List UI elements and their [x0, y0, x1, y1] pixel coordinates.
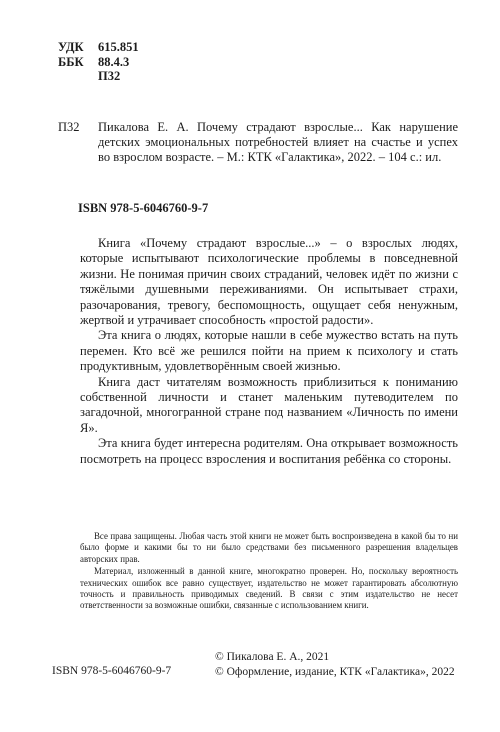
annotation-paragraph: Книга «Почему страдают взрослые...» – о взрослых людях, которые испытывают психологические проблемы в повседневной жизни. Не понимая причин своих страданий, человек идёт по жизни с тяжёлыми душевными переживаниями. Он испытывает страхи, разочарования, тревогу, беспомощность, ощущает себя ненужным, жертвой и утрачивает способность «простой радости».	[80, 236, 458, 328]
biblio-author-sign: П32	[58, 120, 80, 134]
rights-notice	[80, 531, 458, 613]
copyright-block	[215, 650, 455, 680]
rights-paragraph: Все права защищены. Любая часть этой книги не может быть воспроизведена в какой бы то ни было форме и какими бы то ни было средствами без письменного разрешения владельцев авторских прав.	[80, 531, 458, 564]
isbn-footer: ISBN 978-5-6046760-9-7	[52, 665, 172, 677]
udk-value: 615.851	[98, 40, 139, 54]
isbn-main: ISBN 978-5-6046760-9-7	[78, 201, 209, 215]
annotation	[80, 236, 458, 467]
copyright-publisher: © Оформление, издание, КТК «Галактика», 2022	[215, 666, 455, 678]
annotation-paragraph: Эта книга будет интересна родителям. Она открывает возможность посмотреть на процесс взросления и воспитания ребёнка со стороны.	[80, 436, 458, 466]
rights-paragraph: Материал, изложенный в данной книге, многократно проверен. Но, поскольку вероятность технических ошибок все равно существует, издательство не может гарантировать абсолютную точность и правильность приводимых сведений. В связи с этим издательство не несет ответственности за возможные ошибки, связанные с использованием книги.	[80, 566, 458, 611]
bibliographic-record	[58, 120, 458, 165]
bbk-label: ББК	[58, 54, 84, 69]
bbk-line	[58, 55, 139, 70]
copyright-author: © Пикалова Е. А., 2021	[215, 651, 330, 663]
annotation-paragraph: Книга даст читателям возможность приблизиться к пониманию собственной личности и станет маленьким путеводителем по загадочной, многогранной стране под названием «Личность по имени Я».	[80, 374, 458, 435]
classification-block	[58, 40, 139, 84]
annotation-paragraph: Эта книга о людях, которые нашли в себе мужество встать на путь перемен. Кто всё же решился пойти на прием к психологу и стать продуктивным, удовлетворённым своей жизнью.	[80, 328, 458, 374]
udk-label: УДК	[58, 40, 84, 54]
biblio-text: Пикалова Е. А. Почему страдают взрослые... Как нарушение детских эмоциональных потребностей влияет на счастье и успех во взрослом возрасте. – М.: КТК «Галактика», 2022. – 104 с.: ил.	[98, 120, 458, 164]
author-sign: П32	[98, 69, 121, 83]
udk-line	[58, 40, 139, 55]
bbk-value: 88.4.3	[98, 54, 130, 69]
